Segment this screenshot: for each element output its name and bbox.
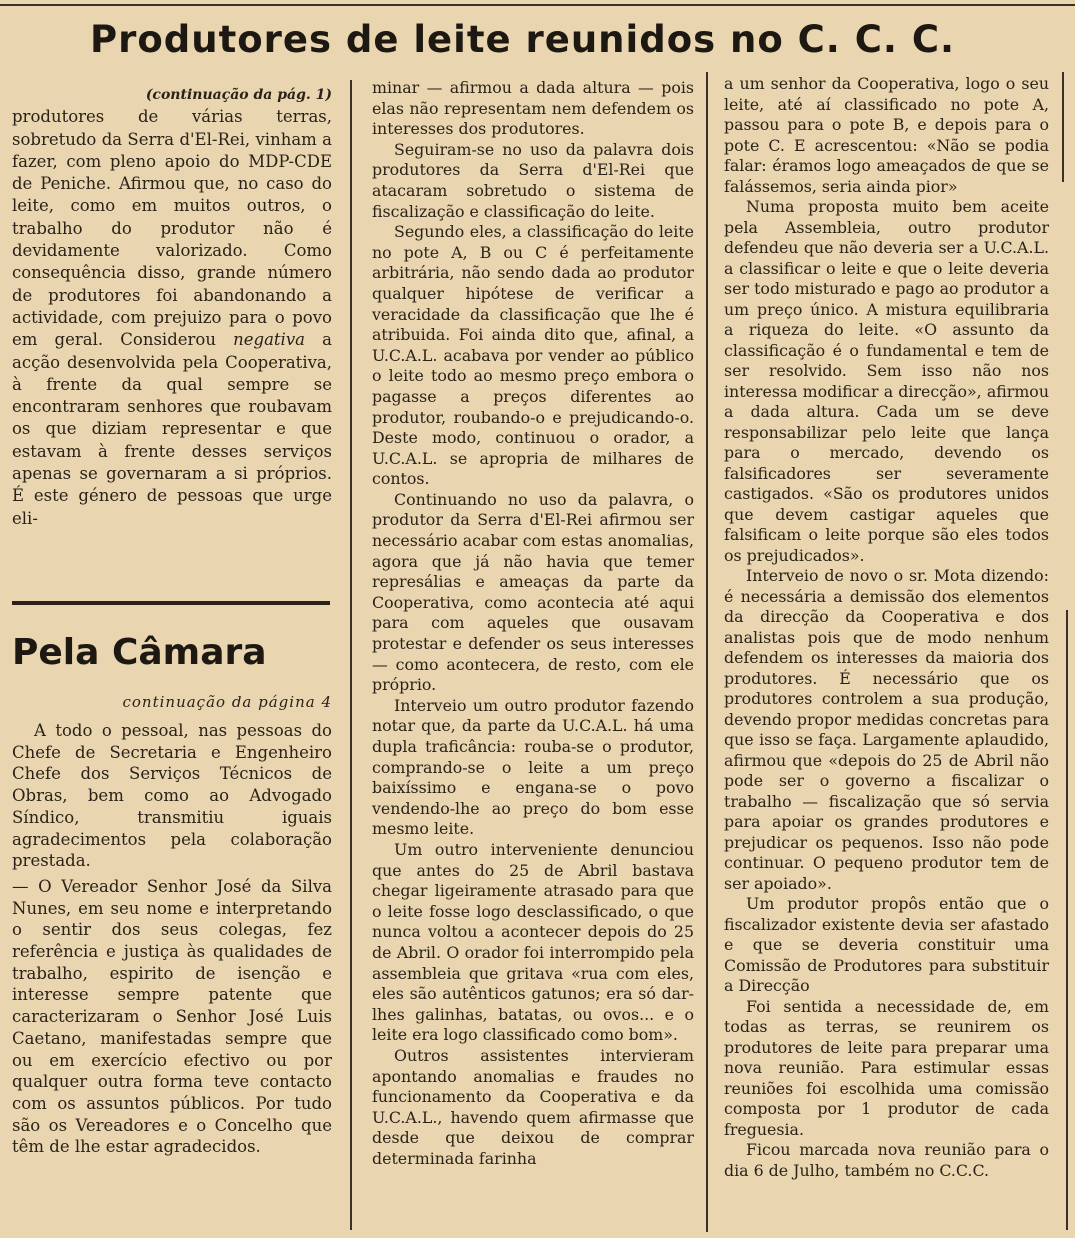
paragraph: Foi sentida a necessidade de, em todas as terras, se reunirem os produtores de leite para preparar uma nova reunião. Para estimular essas reuniões foi escolhida uma comissão composta por 1 produtor de cada freguesia. <box>724 996 1049 1139</box>
text: produtores de várias terras, sobretudo da Serra d'El-Rei, vinham a fazer, com pleno apoio do MDP-CDE de Peniche. Afirmou que, no caso do leite, como em muitos outros, o trabalho do produtor não é devidamente valorizado. Como consequência disso, grande número de produtores foi abandonando a actividade, com prejuizo para o povo em geral. Considerou <box>12 107 332 350</box>
paragraph: Interveio de novo o sr. Mota dizendo: é necessária a demissão dos elementos da direcção da Cooperativa e dos analistas pois que de modo nenhum defendem os interesses da maioria dos produtores. É necessário que os produtores controlem a sua produção, devendo propor medidas concretas para que isso se faça. Largamente aplaudido, afirmou que «depois do 25 de Abril não pode ser o governo a fiscalizar o trabalho — fiscalização que só servia para apoiar os grandes produtores e prejudicar os pequenos. Isso não pode continuar. O pequeno produtor tem de ser apoiado». <box>724 566 1049 893</box>
paragraph: Continuando no uso da palavra, o produtor da Serra d'El-Rei afirmou ser necessário acabar com estas anomalias, agora que já não havia que temer represálias e ameaças da parte da Cooperativa, como acontecia até aqui para com aqueles que ousavam protestar e defender os seus interesses — como acontecera, de resto, com ele próprio. <box>372 489 694 695</box>
paragraph: minar — afirmou a dada altura — pois elas não representam nem defendem os interesses dos produtores. <box>372 78 694 139</box>
paragraph: A todo o pessoal, nas pessoas do Chefe de Secretaria e Engenheiro Chefe dos Serviços Técnicos de Obras, bem como ao Advogado Síndico, transmitiu iguais agradecimentos pela colaboração prestada. <box>12 721 332 871</box>
paragraph: Segundo eles, a classificação do leite no pote A, B ou C é perfeitamente arbitrária, não sendo dada ao produtor qualquer hipótese de verificar a veracidade da classificação que lhe é atribuida. Foi ainda dito que, afinal, a U.C.A.L. acabava por vender ao público o leite todo ao mesmo preço embora o pagasse a preços diferentes ao produtor, roubando-o e prejudicando-o. Deste modo, continuou o orador, a U.C.A.L. se apropria de milhares de contos. <box>372 222 694 489</box>
article-column-1 <box>12 84 332 530</box>
camara-column <box>12 720 332 1158</box>
paragraph: Um produtor propôs então que o fiscalizador existente devia ser afastado e que se deveria constituir uma Comissão de Produtores para substituir a Direcção <box>724 894 1049 995</box>
paragraph: Outros assistentes intervieram apontando anomalias e fraudes no funcionamento da Cooperativa e da U.C.A.L., havendo quem afirmasse que desde que deixou de comprar determinada farinha <box>372 1045 694 1168</box>
column-divider <box>350 80 352 1230</box>
section-rule <box>12 601 330 605</box>
continuation-note: continuação da página 4 <box>122 693 332 711</box>
paragraph: a um senhor da Cooperativa, logo o seu leite, até aí classificado no pote A, passou para o pote B, e depois para o pote C. E acrescentou: «Não se podia falar: éramos logo ameaçados de que se falássemos, seria ainda pior» <box>724 74 1049 196</box>
emphasis: negativa <box>233 330 305 350</box>
article-column-3 <box>724 74 1049 1181</box>
article-column-2 <box>372 78 694 1169</box>
column-divider <box>706 72 708 1232</box>
continuation-note: (continuação da pág. 1) <box>145 87 332 103</box>
text: a acção desenvolvida pela Cooperativa, à frente da qual sempre se encontraram senhores que roubavam os que diziam representar e que estavam à frente desses serviços apenas se governaram a si próprios. É este género de pessoas que urge eli- <box>12 330 332 528</box>
paragraph: Ficou marcada nova reunião para o dia 6 de Julho, também no C.C.C. <box>724 1140 1049 1180</box>
column-divider <box>1066 610 1068 1230</box>
paragraph: Um outro interveniente denunciou que antes do 25 de Abril bastava chegar ligeiramente atrasado para que o leite fosse logo desclassificado, o que nunca voltou a acontecer depois do 25 de Abril. O orador foi interrompido pela assembleia que gritava «rua com eles, eles são autênticos gatunos; era só dar-lhes galinhas, batatas, ou ovos... e o leite era logo classificado como bom». <box>372 839 694 1045</box>
paragraph: Numa proposta muito bem aceite pela Assembleia, outro produtor defendeu que não deveria ser a U.C.A.L. a classificar o leite e que o leite deveria ser todo misturado e pago ao produtor a um preço único. A mistura equilibraria a riqueza do leite. «O assunto da classificação é o fundamental e tem de ser resolvido. Sem isso não nos interessa modificar a direcção», afirmou a dada altura. Cada um se deve responsabilizar pelo leite que lança para o mercado, devendo os falsificadores ser severamente castigados. «São os produtores unidos que devem castigar aqueles que falsificam o leite porque são eles todos os prejudicados». <box>724 197 1049 565</box>
top-rule <box>0 4 1075 6</box>
column-divider <box>1062 72 1064 182</box>
paragraph <box>12 106 332 530</box>
paragraph: Interveio um outro produtor fazendo notar que, da parte da U.C.A.L. há uma dupla traficância: rouba-se o produtor, comprando-se o leite a um preço baixíssimo e engana-se o povo vendendo-lhe ao preço do bom esse mesmo leite. <box>372 695 694 839</box>
section-headline: Pela Câmara <box>12 632 267 673</box>
paragraph: Seguiram-se no uso da palavra dois produtores da Serra d'El-Rei que atacaram sobretudo o sistema de fiscalização e classificação do leite. <box>372 139 694 221</box>
paragraph: — O Vereador Senhor José da Silva Nunes, em seu nome e interpretando o sentir dos seus colegas, fez referência e justiça às qualidades de trabalho, espirito de isenção e interesse sempre patente que caracterizaram o Senhor José Luis Caetano, manifestadas sempre que ou em exercício efectivo ou por qualquer outra forma teve contacto com os assuntos públicos. Por tudo são os Vereadores e o Concelho que têm de lhe estar agradecidos. <box>12 876 332 1157</box>
article-headline: Produtores de leite reunidos no C. C. C. <box>89 18 956 61</box>
